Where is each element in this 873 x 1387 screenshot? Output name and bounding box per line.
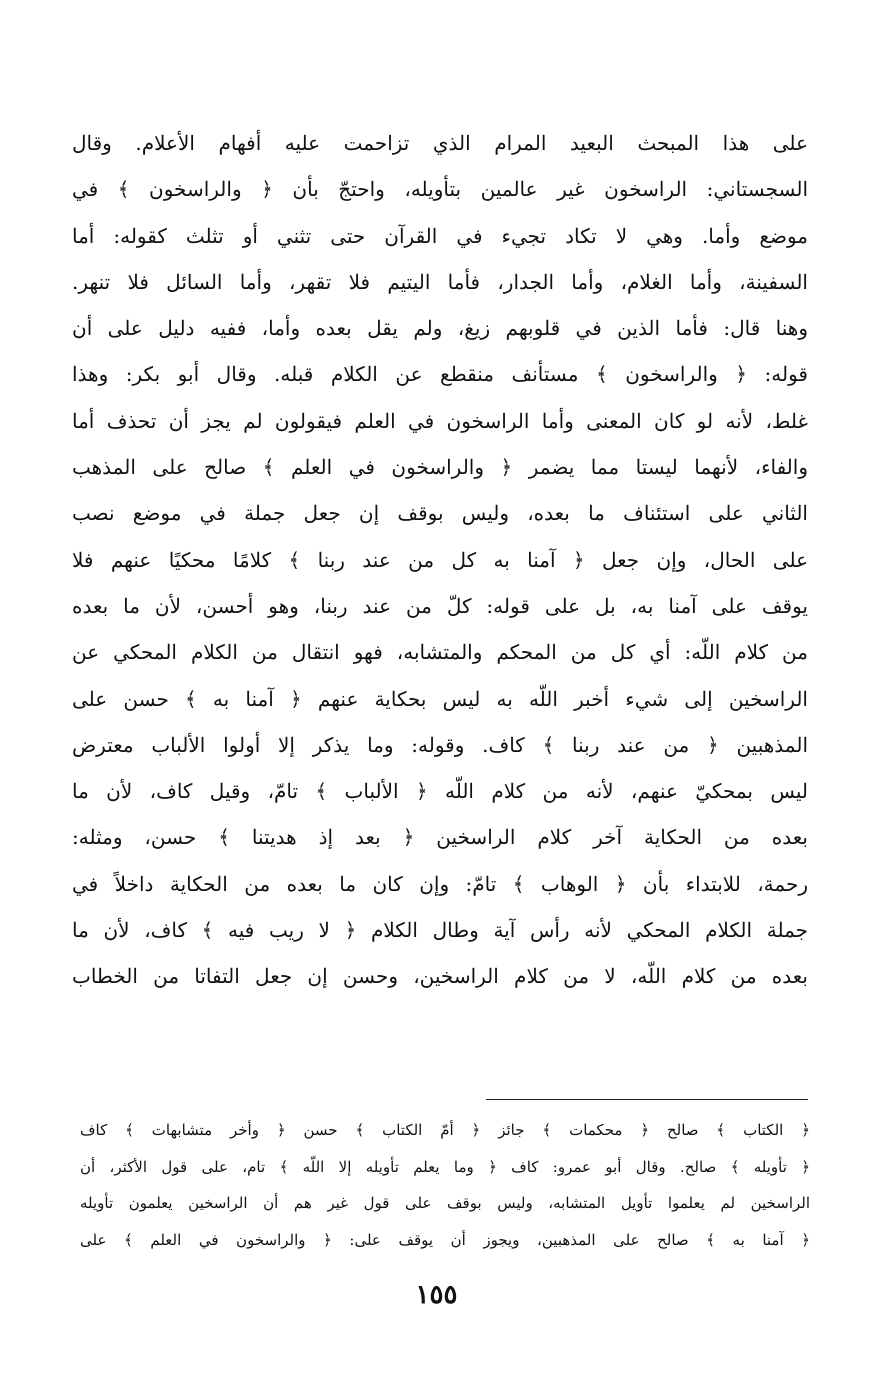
footnote-separator	[486, 1099, 808, 1100]
body-line: السجستاني: الراسخون غير عالمين بتأويله، واحتجّ بأن ﴿ والراسخون ﴾ في	[72, 177, 808, 202]
body-line: الثاني على استئناف ما بعده، وليس بوقف إن جعل جملة في موضع نصب	[72, 501, 808, 526]
footnote-line: ﴿ تأويله ﴾ صالح. وقال أبو عمرو: كاف ﴿ وما يعلم تأويله إلا اللّه ﴾ تام، على قول الأكثر، أن	[80, 1157, 810, 1176]
body-line: السفينة، وأما الغلام، وأما الجدار، فأما اليتيم فلا تقهر، وأما السائل فلا تنهر.	[72, 269, 808, 294]
body-line: ليس بمحكيّ عنهم، لأنه من كلام اللّه ﴿ الألباب ﴾ تامّ، وقيل كاف، لأن ما	[72, 779, 808, 804]
body-line: على هذا المبحث البعيد المرام الذي تزاحمت عليه أفهام الأعلام. وقال	[72, 131, 808, 155]
body-line: جملة الكلام المحكي لأنه رأس آية وطال الكلام ﴿ لا ريب فيه ﴾ كاف، لأن ما	[72, 918, 808, 943]
body-line: رحمة، للابتداء بأن ﴿ الوهاب ﴾ تامّ: وإن كان ما بعده من الحكاية داخلاً في	[72, 871, 808, 896]
footnotes	[80, 1112, 810, 1258]
body-line: بعده من كلام اللّه، لا من كلام الراسخين، وحسن إن جعل التفاتا من الخطاب	[72, 964, 808, 989]
body-line: غلط، لأنه لو كان المعنى وأما الراسخون في العلم فيقولون لم يجز أن تحذف أما	[72, 408, 808, 433]
body-line: وهنا قال: فأما الذين في قلوبهم زيغ، ولم يقل بعده وأما، ففيه دليل على أن	[72, 316, 808, 341]
body-line: والفاء، لأنهما ليستا مما يضمر ﴿ والراسخون في العلم ﴾ صالح على المذهب	[72, 455, 808, 480]
footnote-line: الراسخين لم يعلموا تأويل المتشابه، وليس بوقف على قول غير هم أن الراسخين يعلمون تأويله	[80, 1194, 810, 1212]
body-line: قوله: ﴿ والراسخون ﴾ مستأنف منقطع عن الكلام قبله. وقال أبو بكر: وهذا	[72, 362, 808, 387]
body-line: على الحال، وإن جعل ﴿ آمنا به كل من عند ربنا ﴾ كلامًا محكيًا عنهم فلا	[72, 547, 808, 572]
body-line: بعده من الحكاية آخر كلام الراسخين ﴿ بعد إذ هديتنا ﴾ حسن، ومثله:	[72, 825, 808, 850]
body-line: موضع وأما. وهي لا تكاد تجيء في القرآن حتى تثني أو تثلث كقوله: أما	[72, 223, 808, 248]
footnote-line: ﴿ الكتاب ﴾ صالح ﴿ محكمات ﴾ جائز ﴿ أمّ الكتاب ﴾ حسن ﴿ وأخر متشابهات ﴾ كاف	[80, 1121, 810, 1139]
body-line: الراسخين إلى شيء أخبر اللّه به ليس بحكاية عنهم ﴿ آمنا به ﴾ حسن على	[72, 686, 808, 711]
footnote-line: ﴿ آمنا به ﴾ صالح على المذهبين، ويجوز أن يوقف على: ﴿ والراسخون في العلم ﴾ على	[80, 1230, 810, 1249]
body-line: من كلام اللّه: أي كل من المحكم والمتشابه، فهو انتقال من الكلام المحكي عن	[72, 640, 808, 665]
body-line: المذهبين ﴿ من عند ربنا ﴾ كاف. وقوله: وما يذكر إلا أولوا الألباب معترض	[72, 732, 808, 757]
main-body-text	[72, 120, 808, 1000]
page-number: ١٥٥	[415, 1280, 458, 1310]
body-line: يوقف على آمنا به، بل على قوله: كلّ من عند ربنا، وهو أحسن، لأن ما بعده	[72, 593, 808, 618]
